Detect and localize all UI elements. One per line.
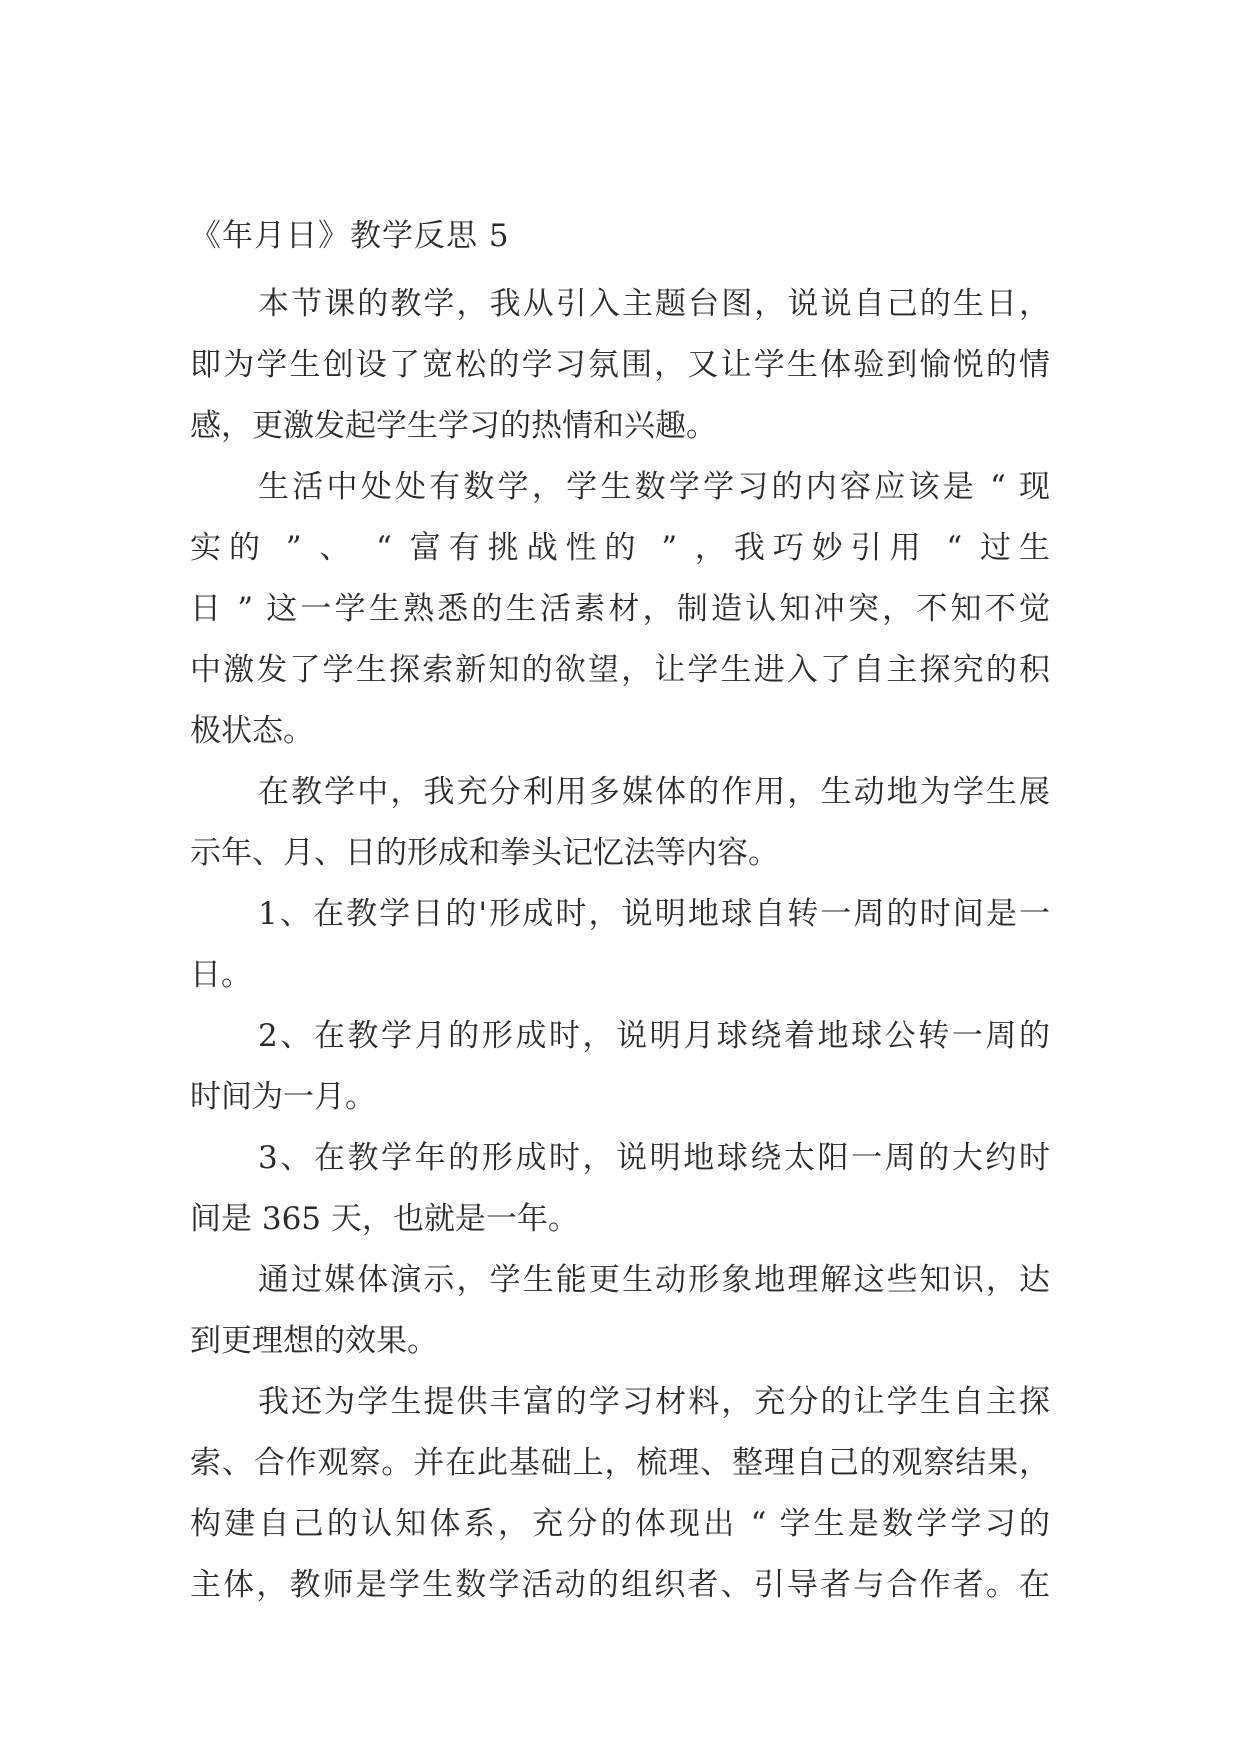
- paragraph-line: 构建自己的认知体系，充分的体现出 “ 学生是数学学习的: [190, 1506, 1050, 1542]
- paragraph-line: 本节课的教学，我从引入主题台图，说说自己的生日，: [258, 286, 1050, 322]
- paragraph-line: 即为学生创设了宽松的学习氛围，又让学生体验到愉悦的情: [190, 347, 1050, 383]
- paragraph-line: 通过媒体演示，学生能更生动形象地理解这些知识，达: [258, 1262, 1050, 1298]
- paragraph-line: 我还为学生提供丰富的学习材料，充分的让学生自主探: [258, 1384, 1050, 1420]
- paragraph-line: 时间为一月。: [190, 1079, 376, 1115]
- paragraph-line: 中激发了学生探索新知的欲望，让学生进入了自主探究的积: [190, 652, 1050, 688]
- paragraph-line: 在教学中，我充分利用多媒体的作用，生动地为学生展: [258, 774, 1050, 810]
- paragraph-line: 感，更激发起学生学习的热情和兴趣。: [190, 408, 717, 444]
- paragraph-line: 主体，教师是学生数学活动的组织者、引导者与合作者。在: [190, 1567, 1050, 1603]
- paragraph-line: 示年、月、日的形成和拳头记忆法等内容。: [190, 835, 779, 871]
- paragraph-line: 日。: [190, 957, 252, 993]
- paragraph-line: 索、合作观察。并在此基础上，梳理、整理自己的观察结果，: [190, 1445, 1050, 1481]
- paragraph-line: 实的 ” 、 “ 富有挑战性的 ” ，我巧妙引用 “ 过生: [190, 530, 1050, 566]
- paragraph-line: 生活中处处有数学，学生数学学习的内容应该是 “ 现: [258, 469, 1050, 505]
- paragraph-line: 间是 365 天，也就是一年。: [190, 1201, 579, 1237]
- document-title: 《年月日》教学反思 5: [190, 218, 510, 254]
- paragraph-line: 1、在教学日的'形成时，说明地球自转一周的时间是一: [258, 896, 1050, 932]
- paragraph-line: 2、在教学月的形成时，说明月球绕着地球公转一周的: [258, 1018, 1050, 1054]
- paragraph-line: 3、在教学年的形成时，说明地球绕太阳一周的大约时: [258, 1140, 1050, 1176]
- paragraph-line: 日 ” 这一学生熟悉的生活素材，制造认知冲突，不知不觉: [190, 591, 1050, 627]
- paragraph-line: 极状态。: [190, 713, 314, 749]
- paragraph-line: 到更理想的效果。: [190, 1323, 438, 1359]
